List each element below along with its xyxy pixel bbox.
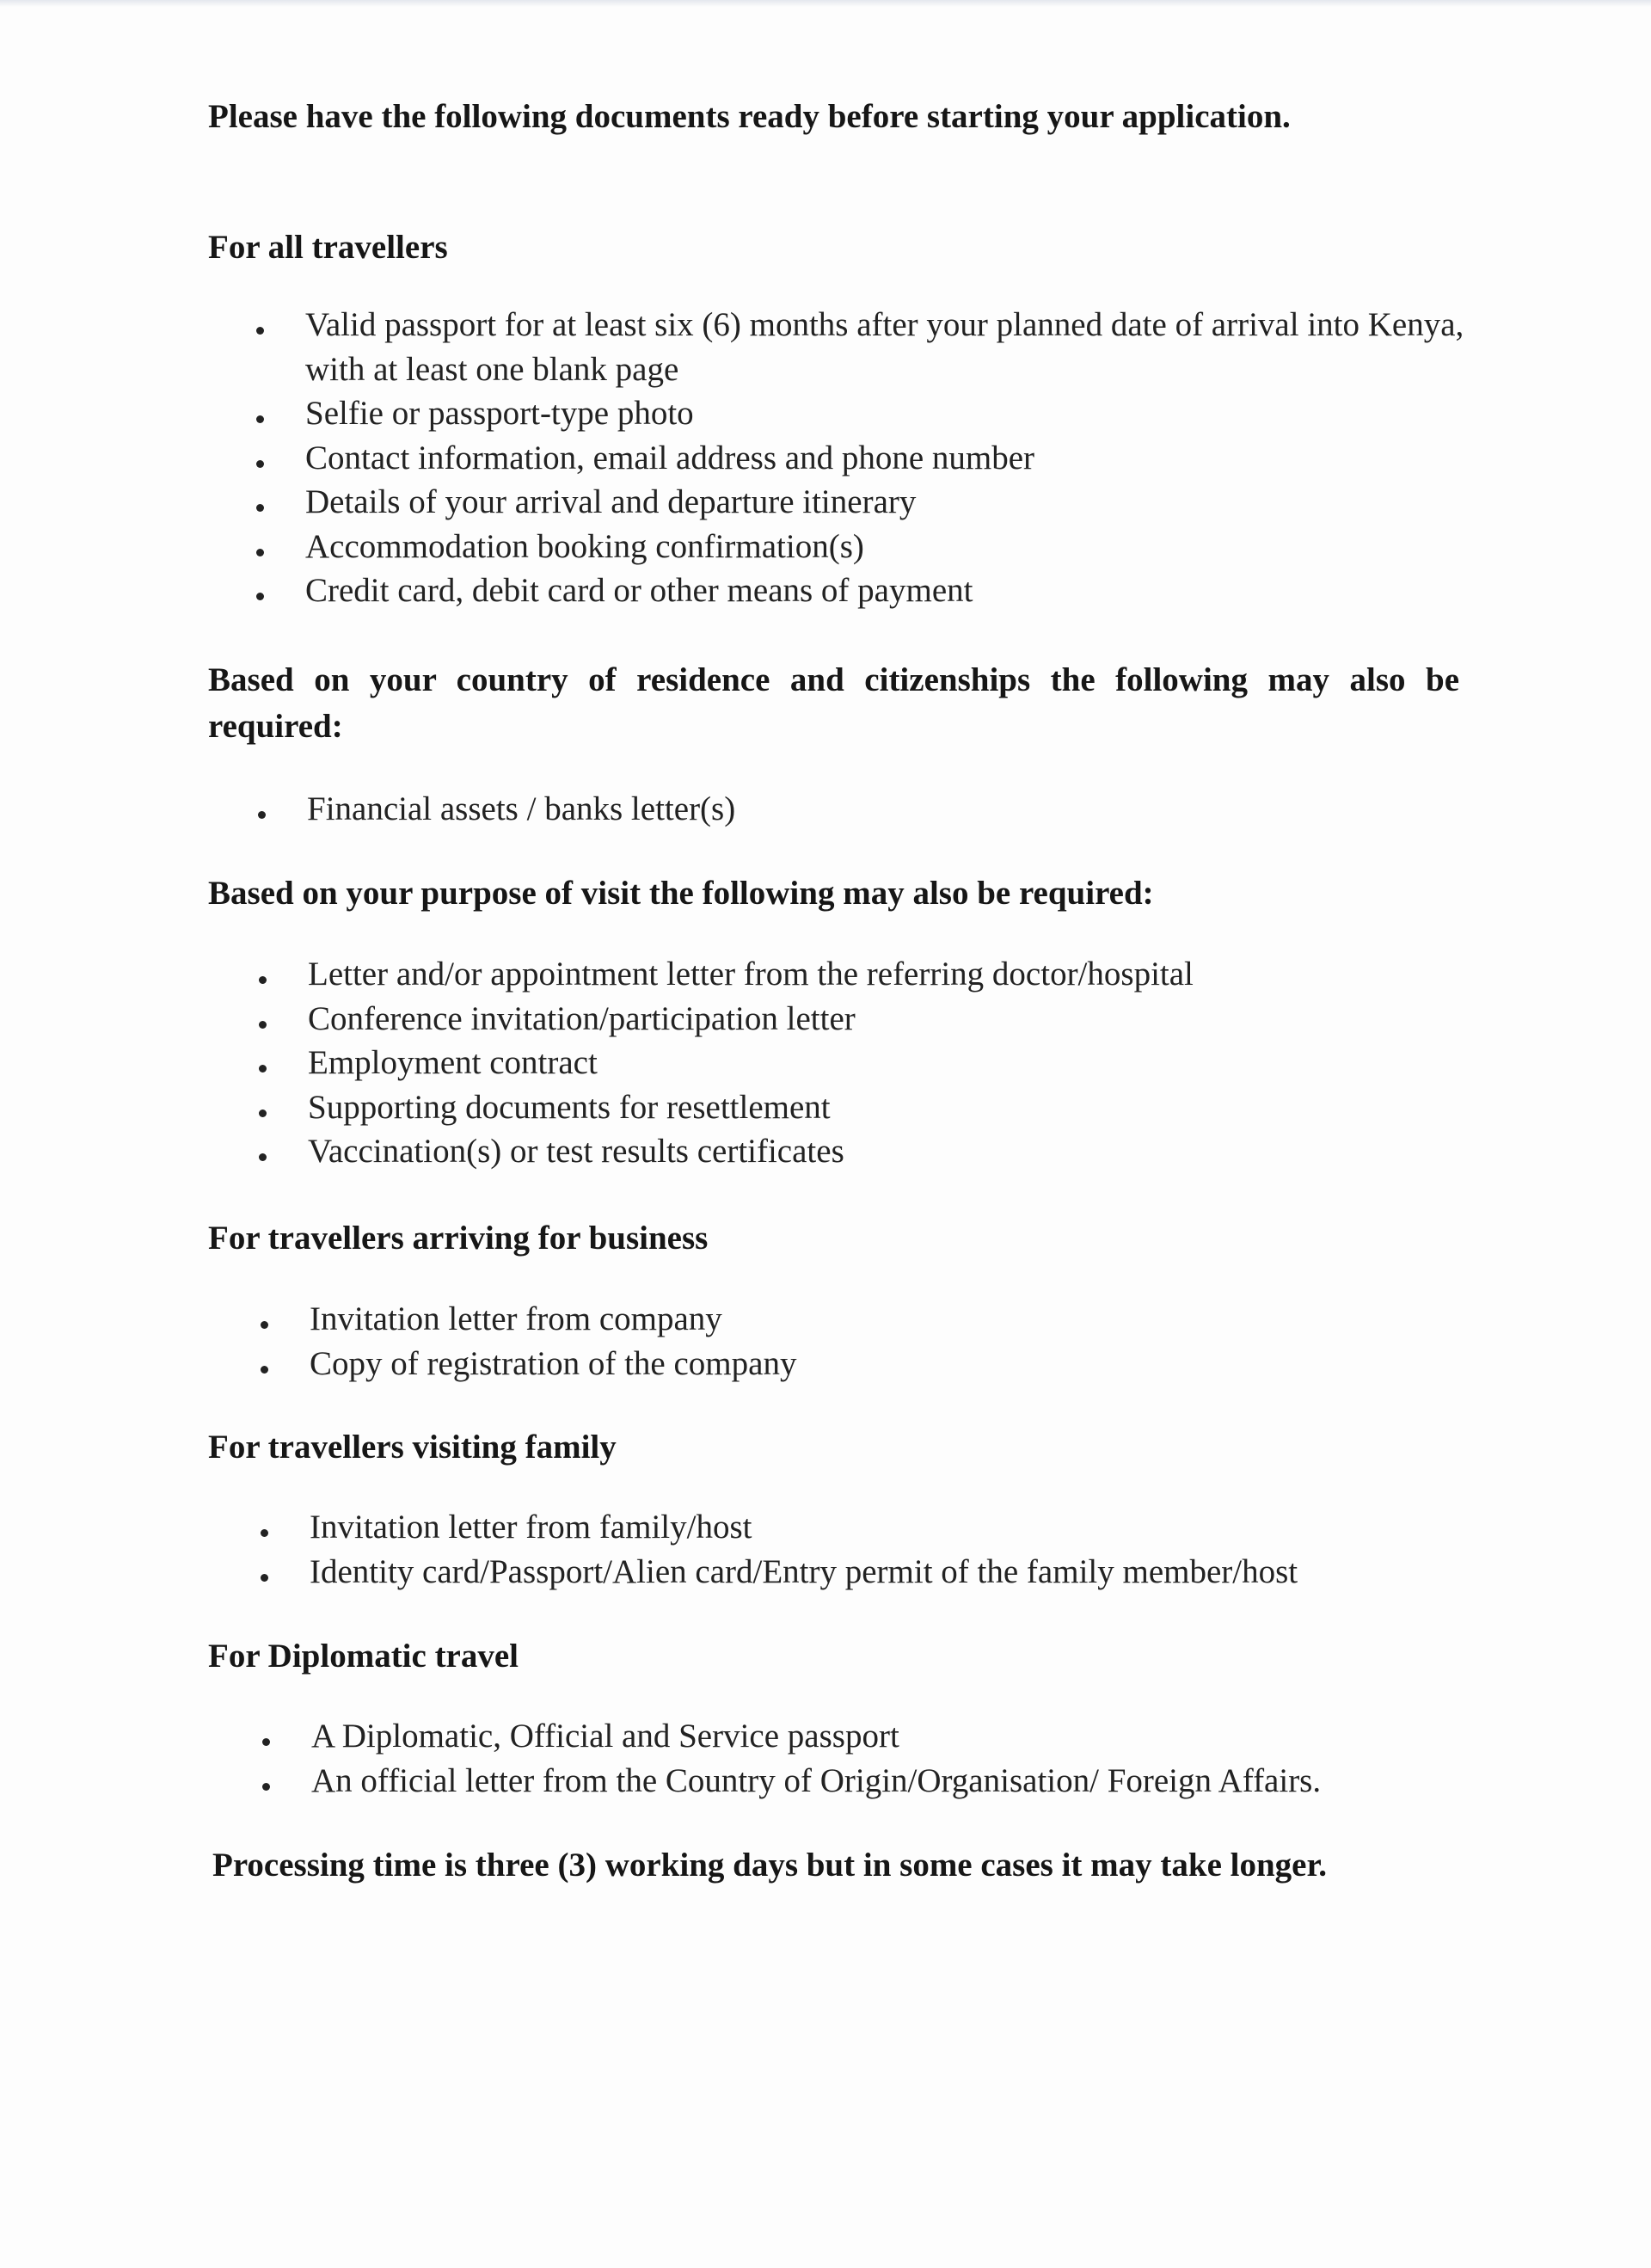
list-item: Supporting documents for resettlement bbox=[308, 1085, 1494, 1130]
section-heading-all-travellers: For all travellers bbox=[208, 229, 448, 266]
list-all-travellers bbox=[305, 303, 1492, 613]
list-purpose bbox=[308, 952, 1494, 1174]
list-item: Contact information, email address and phone number bbox=[305, 436, 1492, 481]
list-item: Copy of registration of the company bbox=[310, 1342, 1496, 1386]
list-family bbox=[310, 1505, 1531, 1594]
section-heading-purpose: Based on your purpose of visit the following may also be required: bbox=[208, 875, 1154, 912]
list-item: Financial assets / banks letter(s) bbox=[307, 787, 1494, 832]
section-heading-family: For travellers visiting family bbox=[208, 1429, 617, 1466]
list-item: Selfie or passport-type photo bbox=[305, 391, 1492, 436]
list-item: Letter and/or appointment letter from the referring doctor/hospital bbox=[308, 952, 1494, 997]
list-item: Credit card, debit card or other means of payment bbox=[305, 569, 1492, 613]
list-diplomatic bbox=[311, 1714, 1532, 1803]
list-item: A Diplomatic, Official and Service passport bbox=[311, 1714, 1532, 1759]
section-heading-business: For travellers arriving for business bbox=[208, 1220, 709, 1257]
list-item: Invitation letter from company bbox=[310, 1297, 1496, 1342]
intro-heading: Please have the following documents ready before starting your application. bbox=[208, 98, 1291, 135]
list-business bbox=[310, 1297, 1496, 1386]
list-item: Valid passport for at least six (6) months after your planned date of arrival into Kenya, with at least one blank page bbox=[305, 303, 1492, 391]
list-residence bbox=[307, 787, 1494, 832]
list-item: Invitation letter from family/host bbox=[310, 1505, 1531, 1550]
section-heading-residence: Based on your country of residence and citizenships the following may also be required: bbox=[208, 661, 1459, 745]
list-item: Employment contract bbox=[308, 1041, 1494, 1085]
section-heading-diplomatic: For Diplomatic travel bbox=[208, 1638, 519, 1675]
list-item: Identity card/Passport/Alien card/Entry permit of the family member/host bbox=[310, 1550, 1531, 1595]
list-item: Vaccination(s) or test results certificates bbox=[308, 1129, 1494, 1174]
list-item: An official letter from the Country of Origin/Organisation/ Foreign Affairs. bbox=[311, 1759, 1532, 1804]
list-item: Accommodation booking confirmation(s) bbox=[305, 525, 1492, 569]
processing-time-note: Processing time is three (3) working days but in some cases it may take longer. bbox=[212, 1847, 1327, 1884]
list-item: Details of your arrival and departure itinerary bbox=[305, 480, 1492, 525]
list-item: Conference invitation/participation letter bbox=[308, 997, 1494, 1042]
